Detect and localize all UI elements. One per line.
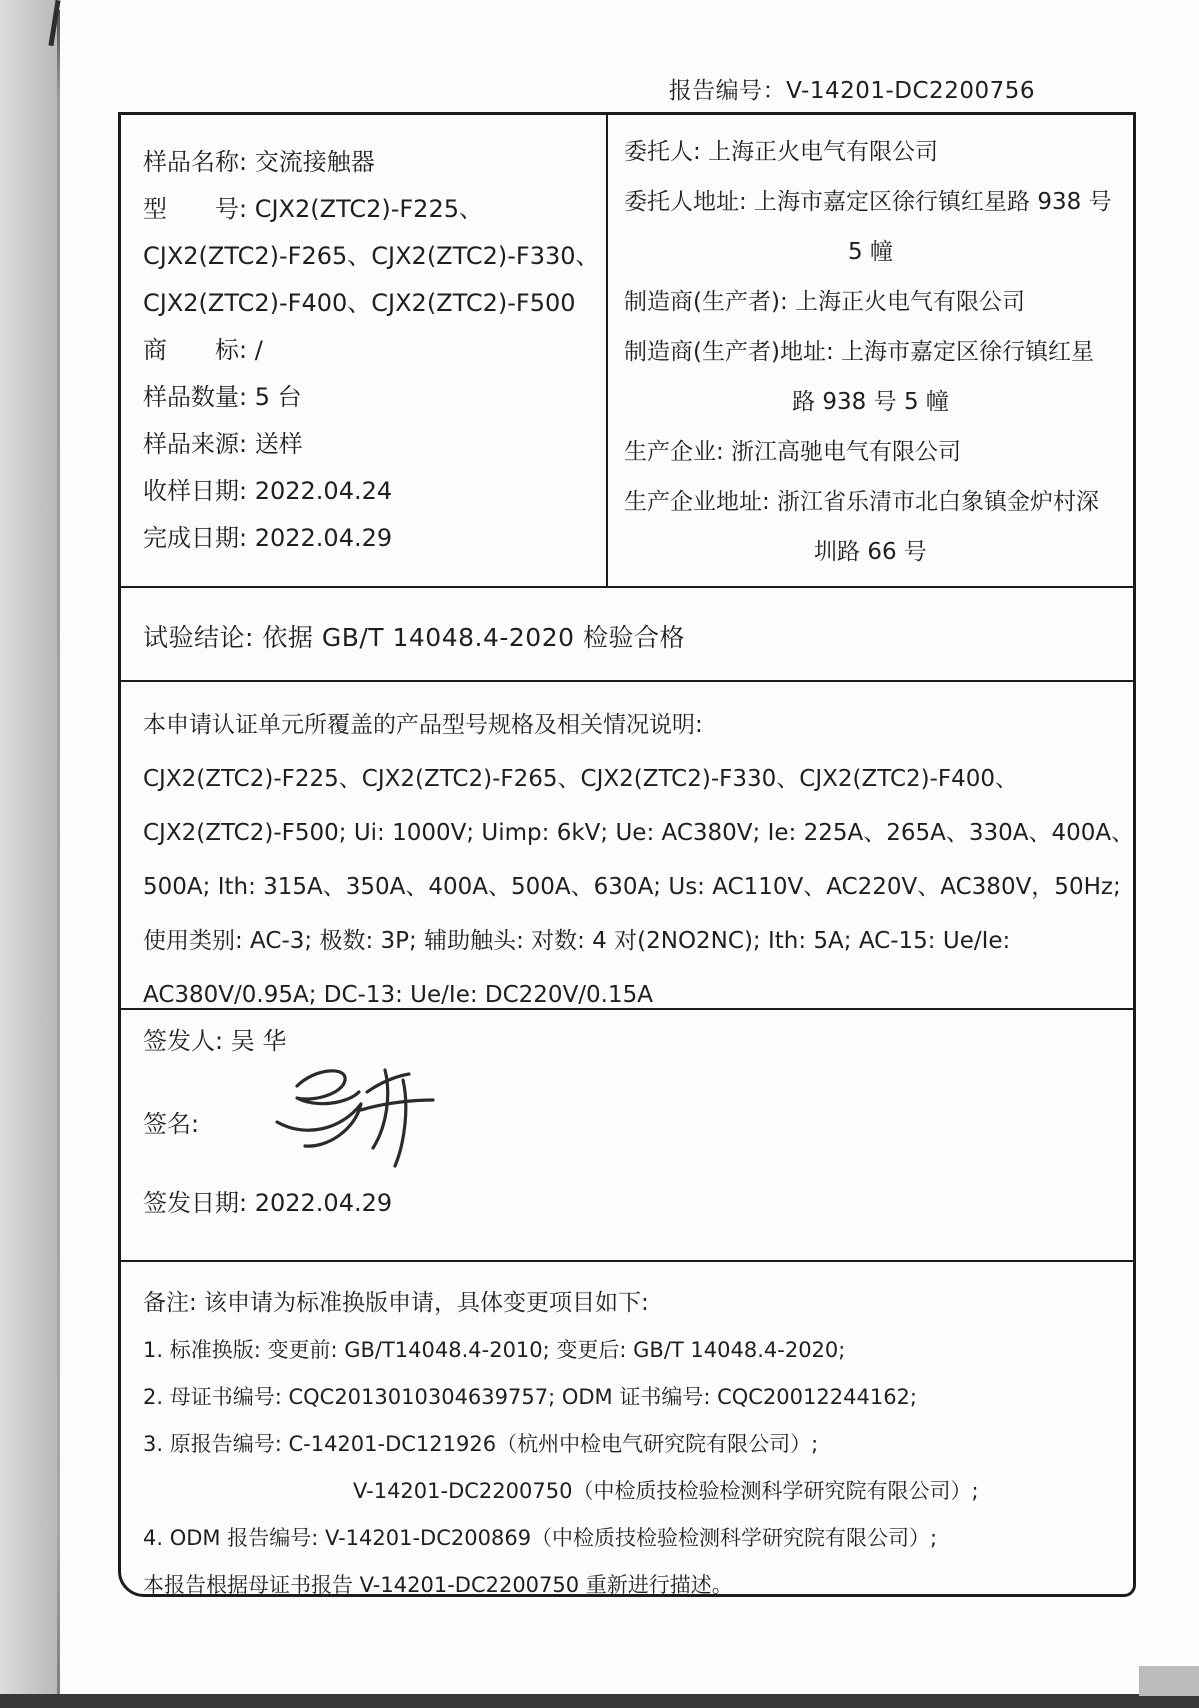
scan-bottom-band [0, 1694, 1199, 1708]
coverage-spec-line-4: AC380V/0.95A; DC-13: Ue/Ie: DC220V/0.15A [143, 982, 653, 1008]
producer-address-line-2: 圳路 66 号 [814, 539, 927, 565]
remark-item-4: 4. ODM 报告编号: V-14201-DC200869（中检质技检验检测科学研究院有限公司）; [143, 1526, 938, 1550]
consignor-address-line-2: 5 幢 [848, 239, 893, 265]
scan-corner-smudge [1139, 1666, 1199, 1696]
row-remarks [121, 1262, 1133, 1597]
test-conclusion-line: 试验结论: 依据 GB/T 14048.4-2020 检验合格 [143, 623, 685, 652]
sample-model-line-1: 型 号: CJX2(ZTC2)-F225、 [143, 195, 483, 223]
producer-address-line-1: 生产企业地址: 浙江省乐清市北白象镇金炉村深 [624, 489, 1100, 515]
consignor-line: 委托人: 上海正火电气有限公司 [624, 139, 939, 165]
remark-item-1: 1. 标准换版: 变更前: GB/T14048.4-2010; 变更后: GB/T 14048.4-2020; [143, 1338, 846, 1362]
consignor-address-line-1: 委托人地址: 上海市嘉定区徐行镇红星路 938 号 [624, 189, 1112, 215]
scan-left-margin-band [0, 0, 57, 1708]
remark-item-3-continuation: V-14201-DC2200750（中检质技检验检测科学研究院有限公司）; [353, 1479, 979, 1503]
coverage-spec-line-2: 500A; Ith: 315A、350A、400A、500A、630A; Us: AC110V、AC220V、AC380V，50Hz; [143, 874, 1121, 900]
receive-date-line: 收样日期: 2022.04.24 [143, 477, 393, 505]
issue-date-line: 签发日期: 2022.04.29 [143, 1189, 393, 1217]
client-info-cell [608, 115, 1133, 586]
remark-item-3: 3. 原报告编号: C-14201-DC121926（杭州中检电气研究院有限公司）; [143, 1432, 819, 1456]
sample-quantity-line: 样品数量: 5 台 [143, 383, 302, 411]
report-number-value: V-14201-DC2200756 [786, 78, 1035, 104]
report-number-line [669, 72, 1035, 105]
row-coverage [121, 682, 1133, 1010]
signature-label: 签名: [143, 1109, 200, 1138]
manufacturer-address-line-2: 路 938 号 5 幢 [792, 389, 949, 415]
producer-line: 生产企业: 浙江高驰电气有限公司 [624, 439, 962, 465]
row-signature [121, 1010, 1133, 1262]
complete-date-line: 完成日期: 2022.04.29 [143, 524, 393, 552]
coverage-intro-line: 本申请认证单元所覆盖的产品型号规格及相关情况说明: [143, 712, 703, 738]
sample-model-line-2: CJX2(ZTC2)-F265、CJX2(ZTC2)-F330、 [143, 242, 600, 270]
sample-source-line: 样品来源: 送样 [143, 430, 303, 458]
sample-model-line-3: CJX2(ZTC2)-F400、CJX2(ZTC2)-F500 [143, 289, 576, 317]
sample-name-line: 样品名称: 交流接触器 [143, 148, 375, 176]
remark-item-2: 2. 母证书编号: CQC2013010304639757; ODM 证书编号: CQC20012244162; [143, 1385, 917, 1409]
sample-info-cell [121, 115, 608, 586]
manufacturer-address-line-1: 制造商(生产者)地址: 上海市嘉定区徐行镇红星 [624, 339, 1095, 365]
coverage-spec-line-1: CJX2(ZTC2)-F500; Ui: 1000V; Uimp: 6kV; Ue: AC380V; Ie: 225A、265A、330A、400A、 [143, 820, 1135, 846]
remarks-header-line: 备注: 该申请为标准换版申请，具体变更项目如下: [143, 1290, 649, 1316]
remarks-footer-line: 本报告根据母证书报告 V-14201-DC2200750 重新进行描述。 [143, 1573, 733, 1597]
trademark-line: 商 标: / [143, 336, 263, 364]
row-test-conclusion [121, 588, 1133, 682]
signature-row [143, 1066, 1133, 1176]
scan-page-edge-line [57, 10, 60, 1698]
coverage-models-line: CJX2(ZTC2)-F225、CJX2(ZTC2)-F265、CJX2(ZTC2)-F330、CJX2(ZTC2)-F400、 [143, 766, 1019, 792]
row-sample-and-client [121, 115, 1133, 588]
issuer-line: 签发人: 吴 华 [143, 1027, 287, 1055]
handwritten-signature-image [261, 1058, 446, 1170]
manufacturer-line: 制造商(生产者): 上海正火电气有限公司 [624, 289, 1026, 315]
coverage-spec-line-3: 使用类别: AC-3; 极数: 3P; 辅助触头: 对数: 4 对(2NO2NC); Ith: 5A; AC-15: Ue/Ie: [143, 928, 1011, 954]
report-table [118, 112, 1136, 1597]
report-number-label: 报告编号： [668, 78, 787, 104]
